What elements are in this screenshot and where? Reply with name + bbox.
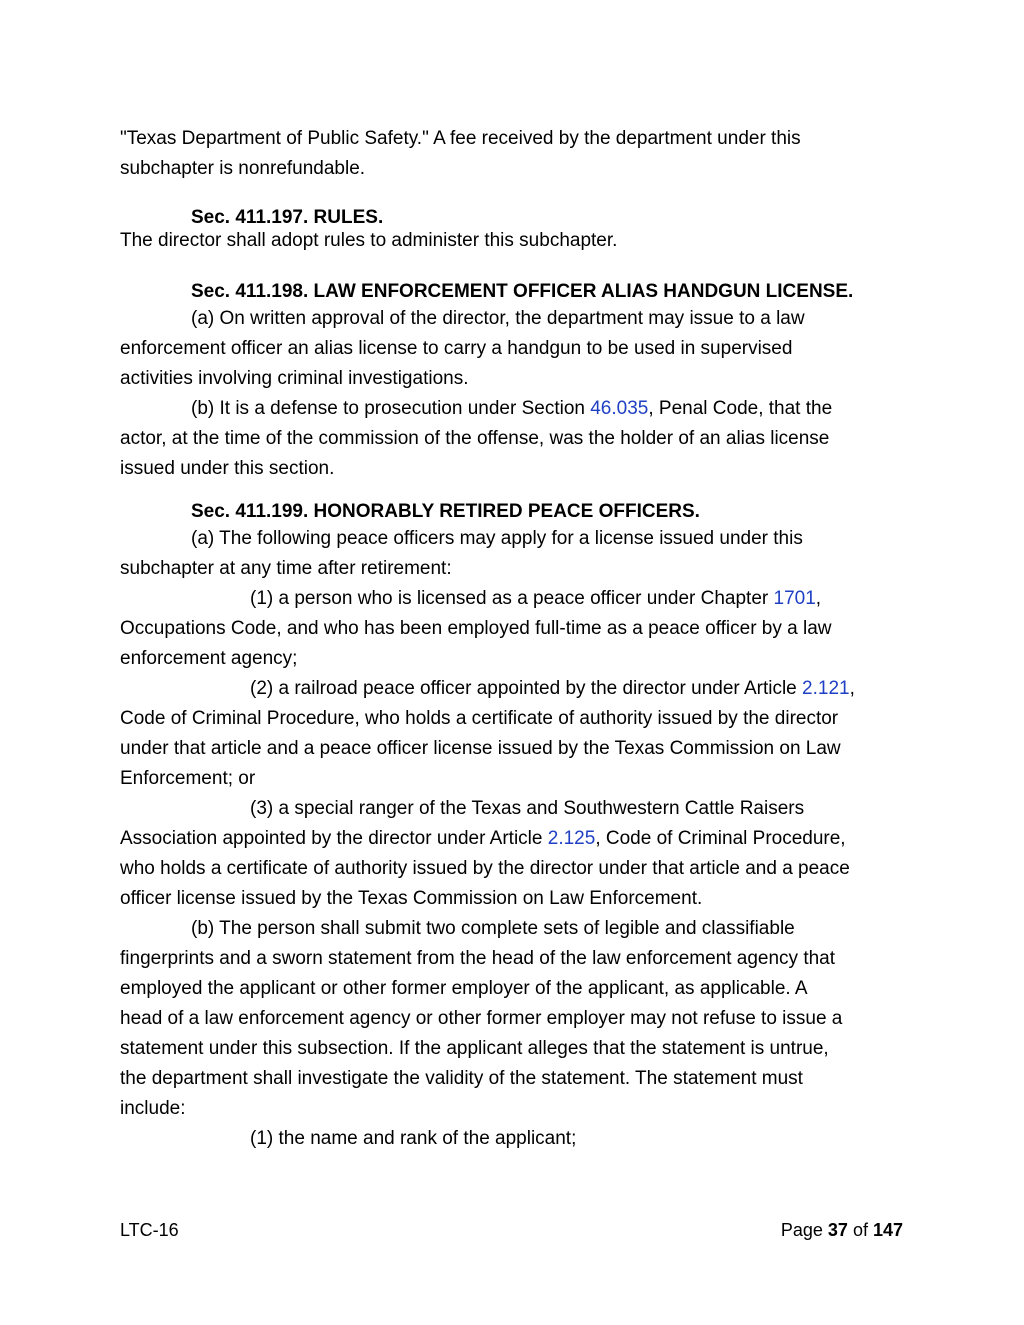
item-3-line: (3) a special ranger of the Texas and Southwestern Cattle Raisers bbox=[250, 798, 805, 819]
paragraph-line: The director shall adopt rules to administer this subchapter. bbox=[120, 230, 618, 251]
document-id: LTC-16 bbox=[120, 1220, 179, 1240]
paragraph-line: head of a law enforcement agency or other former employer may not refuse to issue a bbox=[120, 1008, 843, 1029]
paragraph-line: activities involving criminal investigations. bbox=[120, 368, 469, 389]
paragraph-line: Code of Criminal Procedure, who holds a certificate of authority issued by the director bbox=[120, 708, 839, 729]
item-2-line: (2) a railroad peace officer appointed by the director under Article 2.121, bbox=[250, 678, 855, 699]
section-heading-411-198: Sec. 411.198. LAW ENFORCEMENT OFFICER ALIAS HANDGUN LICENSE. bbox=[191, 281, 854, 302]
section-heading-411-199: Sec. 411.199. HONORABLY RETIRED PEACE OFFICERS. bbox=[191, 501, 700, 522]
subsection-b-line: (b) The person shall submit two complete sets of legible and classifiable bbox=[191, 918, 795, 939]
page-footer bbox=[120, 1220, 903, 1241]
page-number: Page 37 of 147 bbox=[780, 1220, 903, 1240]
section-46-035-link[interactable]: 46.035 bbox=[590, 398, 649, 419]
paragraph-line: subchapter at any time after retirement: bbox=[120, 558, 452, 579]
item-1-line: (1) a person who is licensed as a peace officer under Chapter 1701, bbox=[250, 588, 822, 609]
paragraph-line: actor, at the time of the commission of the offense, was the holder of an alias license bbox=[120, 428, 830, 449]
paragraph-line: Enforcement; or bbox=[120, 768, 256, 789]
paragraph-line: enforcement agency; bbox=[120, 648, 298, 669]
paragraph-line: under that article and a peace officer license issued by the Texas Commission on Law bbox=[120, 738, 841, 759]
article-2-125-link[interactable]: 2.125 bbox=[547, 828, 596, 849]
article-2-121-link[interactable]: 2.121 bbox=[802, 678, 850, 699]
subsection-b-line: (b) It is a defense to prosecution under Section 46.035, Penal Code, that the bbox=[191, 398, 833, 419]
paragraph-line: Occupations Code, and who has been employed full-time as a peace officer by a law bbox=[120, 618, 832, 639]
paragraph-line: "Texas Department of Public Safety." A fee received by the department under this bbox=[120, 128, 801, 149]
paragraph-line: employed the applicant or other former employer of the applicant, as applicable. A bbox=[120, 978, 808, 999]
subsection-a-line: (a) On written approval of the director, the department may issue to a law bbox=[191, 308, 805, 329]
paragraph-line: the department shall investigate the validity of the statement. The statement must bbox=[120, 1068, 803, 1089]
paragraph-line: fingerprints and a sworn statement from the head of the law enforcement agency that bbox=[120, 948, 836, 969]
chapter-1701-link[interactable]: 1701 bbox=[773, 588, 816, 609]
paragraph-line: who holds a certificate of authority issued by the director under that article and a peace bbox=[120, 858, 850, 879]
paragraph-line: officer license issued by the Texas Commission on Law Enforcement. bbox=[120, 888, 703, 909]
paragraph-line: enforcement officer an alias license to carry a handgun to be used in supervised bbox=[120, 338, 793, 359]
section-heading-411-197: Sec. 411.197. RULES. bbox=[191, 207, 384, 228]
paragraph-line: subchapter is nonrefundable. bbox=[120, 158, 366, 179]
item-1-line: (1) the name and rank of the applicant; bbox=[250, 1128, 577, 1149]
document-body bbox=[120, 124, 902, 1154]
paragraph-line: include: bbox=[120, 1098, 186, 1119]
paragraph-line: statement under this subsection. If the applicant alleges that the statement is untrue, bbox=[120, 1038, 829, 1059]
paragraph-line: Association appointed by the director under Article 2.125, Code of Criminal Procedure, bbox=[120, 828, 846, 849]
subsection-a-line: (a) The following peace officers may apply for a license issued under this bbox=[191, 528, 803, 549]
paragraph-line: issued under this section. bbox=[120, 458, 335, 479]
